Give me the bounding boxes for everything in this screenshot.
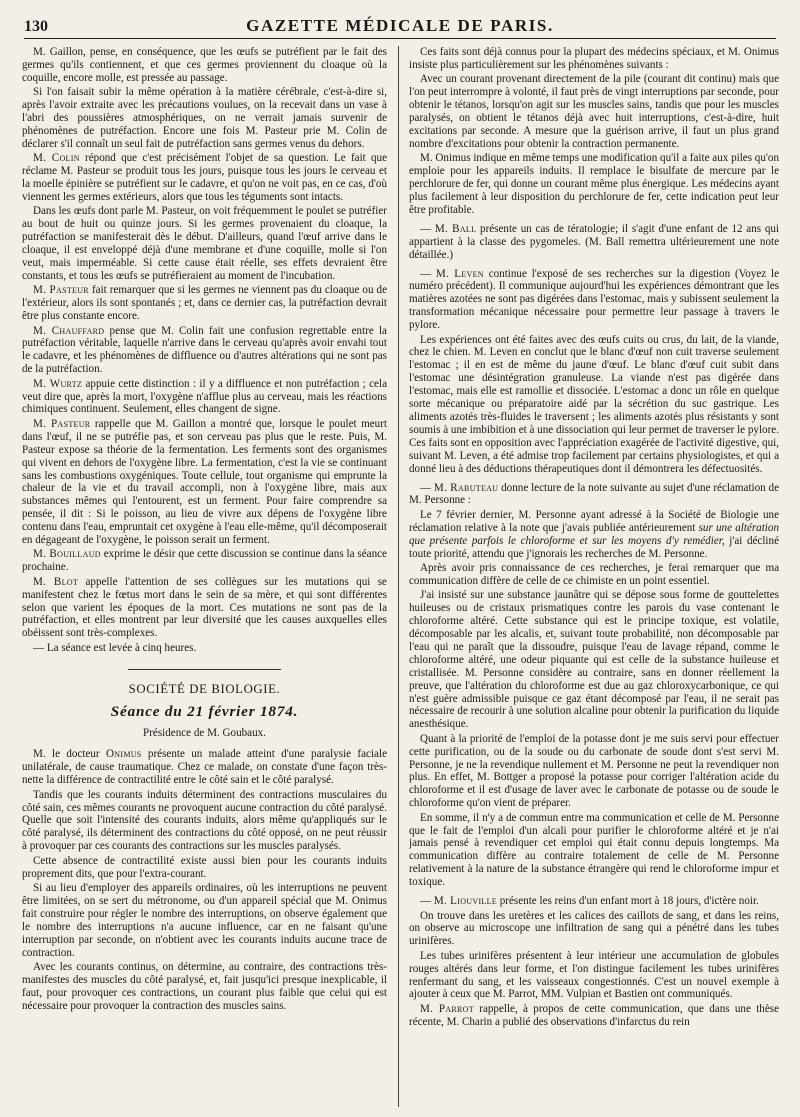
- paragraph: Quant à la priorité de l'emploi de la potasse dont je me suis servi pour effectuer cette purification, ou de la soude ou du carbonate de soude dont s'est servi M. Personne, je ne la revendique nullement et M. Personne ne peut la revendiquer non plus. En effet, M. Bottger a proposé la potasse pour corriger l'altération acide du chloroforme et il est d'usage de laver avec le carbonate de potasse ou de soude le chloroforme qu'on vient de préparer.: [409, 732, 779, 810]
- speaker-text: appuie cette distinction : il y a diffluence et non putréfaction ; cela veut dire que, après la mort, l'oxygène n'afflue plus au cerveau, mais les réactions chimiques continuent. Seulement, elles changent de signe.: [22, 377, 387, 416]
- paragraph: M. Onimus indique en même temps une modification qu'il a faite aux piles qu'on emploie pour les appareils induits. Il remplace le bisulfate de mercure par le perchlorure de fer, qui donne un courant même plus énergique. Les médecins ayant plus facilement à leur disposition du perchlorure de fer, cette indication peut leur être profitable.: [409, 152, 779, 216]
- closure-line: — La séance est levée à cinq heures.: [33, 641, 197, 654]
- paragraph: [22, 325, 387, 377]
- speaker-text: exprime le désir que cette discussion se continue dans la séance prochaine.: [22, 548, 387, 574]
- session-title: Séance du 21 février 1874.: [110, 702, 299, 720]
- paragraph: [409, 1003, 779, 1029]
- left-column: [22, 46, 387, 1109]
- text-run: Le 7 février dernier, M. Personne ayant adressé à la Société de Biologie une réclamation relative à la note que j'avais publiée antérieurement: [409, 508, 779, 534]
- speaker-name: M. Rabuteau: [433, 481, 499, 494]
- paragraph: Avec un courant provenant directement de la pile (courant dit continu) mais que l'on peut interrompre à volonté, il faut près de vingt interruptions par seconde, pour obtenir le tétanos, lorsqu'on agit sur les muscles sains, tandis que pour les muscles paralysés, on obtient le tétanos déjà avec huit interruptions, c'est-à-dire, huit excitations par seconde. A mesure que la guérison arrive, il faut un plus grand nombre d'excitations pour obtenir la contraction permanente.: [409, 73, 779, 150]
- page-number: 130: [24, 18, 48, 35]
- journal-title: GAZETTE MÉDICALE DE PARIS.: [246, 16, 554, 35]
- speaker-text: présente les reins d'un enfant mort à 18 jours, d'ictère noir.: [496, 895, 759, 908]
- society-title: SOCIÉTÉ DE BIOLOGIE.: [128, 681, 281, 696]
- speaker-name: M. Pasteur: [33, 284, 89, 297]
- paragraph: Ces faits sont déjà connus pour la plupart des médecins spéciaux, et M. Onimus insiste plus particulièrement sur les phénomènes suivants :: [409, 46, 779, 71]
- speaker-text: appelle l'attention de ses collègues sur les mutations qui se manifestent chez le fœtus mort dans le sein de sa mère, et qui sont différentes selon que varient les époques de la mort. Ces mutations ne sont pas de la putréfaction, et elles montrent par leur diversité que les causes auxquelles elles obéissent sont très-complexes.: [22, 575, 387, 640]
- italic-title: sur une altération que présente parfois le chloroforme et sur les moyens d'y remédier,: [409, 521, 779, 547]
- speaker-text: rappelle que M. Gaillon a montré que, lorsque le poulet meurt dans l'œuf, il ne se putréfie pas, et son cerveau pas plus que le reste. Puis, M. Pasteur expose sa théorie de la fermentation. Les ferments sont des organismes qui vivent en dehors de l'oxygène libre. La fermentation, c'est la vie se continuant sans les combustions oxygéniques. Toute cellule, tout organisme qui emprunte la chaleur de la vie et du travail accompli, non à l'oxygène libre, mais aux substances mêmes qui l'entourent, est un ferment. Pour faire comprendre sa pensée, il dit : Si le poisson, au lieu de vivre aux dépens de l'oxygène libre contenu dans l'eau, empruntait cet oxygène à l'eau elle-même, qu'il décomposerait en dégageant de l'oxygène, le poisson serait un ferment.: [22, 417, 387, 547]
- paragraph: [22, 576, 387, 641]
- speaker-name: M. Bouillaud: [33, 548, 101, 561]
- speaker-name: M. Leven: [435, 267, 484, 280]
- speaker-name: M. Parrot: [420, 1002, 474, 1015]
- paragraph: — M. Liouville présente les reins d'un enfant mort à 18 jours, d'ictère noir.: [420, 895, 759, 908]
- speaker-text: pense que M. Colin fait une confusion regrettable entre la putréfaction véritable, laquelle n'arrive dans le cerveau qu'après avoir envahi tout le cadavre, et les phénomènes de diffluence ou d'autres altérations qui ne sont pas de la putréfaction.: [22, 324, 387, 376]
- speaker-name: M. Pasteur: [33, 417, 91, 430]
- paragraph: En somme, il n'y a de commun entre ma communication et celle de M. Personne que le fait de l'emploi d'un alcali pour purifier le chloroforme altéré et je n'ai jamais pensé à revendiquer cet emploi qui était connu depuis longtemps. Ma communication diffère au contraire totalement de celle de M. Personne relativement à la nature de la substance étrangère qui rend le chloroforme impur et toxique.: [409, 811, 779, 889]
- paragraph: Dans les œufs dont parle M. Pasteur, on voit fréquemment le poulet se putréfier au bout de huit ou quinze jours. Si les germes provenaient du cloaque, la putréfaction se manifesterait dès le début. D'ailleurs, quand l'œuf arrive dans le cloaque, il est enveloppé déjà d'une membrane et d'une coquille, molle si l'on veut, mais imperméable. Si cette cause était réelle, ses effets devraient être constants, et tous les œufs se putréfieraient au moment de l'incubation.: [22, 205, 387, 282]
- speaker-name: M. Wurtz: [33, 377, 83, 390]
- speaker-name: M. Blot: [33, 575, 79, 588]
- page-header: [24, 12, 776, 39]
- paragraph: [22, 748, 387, 787]
- paragraph: [22, 418, 387, 547]
- speaker-name: M. Liouville: [433, 895, 497, 908]
- paragraph: Après avoir pris connaissance de ces recherches, je ferai remarquer que ma communication diffère de celle de ce chimiste en un point essentiel.: [409, 561, 779, 587]
- text-run: j'ai décliné toute priorité, attendu que j'ignorais les recherches de M. Personne.: [409, 534, 779, 560]
- speaker-prefix: M. le docteur: [33, 748, 106, 761]
- right-column: [409, 46, 779, 1109]
- paragraph: Les tubes urinifères présentent à leur intérieur une accumulation de globules rouges altérés dans leur forme, et l'on distingue facilement les tubes urinifères renfermant du sang, et les vaisseaux congestionnés. C'est un nouvel exemple à ajouter à ceux que M. Parrot, MM. Vulpian et Bastien ont communiqués.: [409, 949, 779, 1001]
- paragraph: On trouve dans les uretères et les calices des caillots de sang, et dans les reins, on observe au microscope une infiltration de sang qui a pénétré dans les tubes urinifères.: [409, 909, 779, 948]
- speaker-name: M. Colin: [33, 152, 80, 165]
- paragraph: — M. Rabuteau donne lecture de la note suivante au sujet d'une réclamation de M. Personne :: [409, 481, 779, 507]
- paragraph: M. Gaillon, pense, en conséquence, que les œufs se putréfient par le fait des germes qu'ils contiennent, et que ces germes proviennent du cloaque où la coquille, encore molle, est pressée au passage.: [22, 46, 387, 84]
- speaker-text: présente un cas de tératologie; il s'agit d'une enfant de 12 ans qui appartient à la classe des pygomeles. (M. Ball remettra ultérieurement une note détaillée.): [409, 222, 779, 261]
- paragraph: — M. Leven continue l'exposé de ses recherches sur la digestion (Voyez le numéro précédent). Il communique aujourd'hui les expériences démontrant que les matières azotées ne sont pas digérées dans l'estomac, mais y subissent seulement la transformation mécanique nécessaire pour permettre leur passage à travers le pylore.: [409, 267, 779, 332]
- speaker-text: rappelle, à propos de cette communication, que dans une thèse récente, M. Charin a publié des observations d'infarctus du rein: [409, 1002, 779, 1028]
- paragraph: Si l'on faisait subir la même opération à la matière cérébrale, c'est-à-dire si, après l'avoir extraite avec les précautions voulues, on la recevait dans un vase à l'abri des poussières atmosphériques, on ne verrait jamais survenir de phénomènes de putréfaction. Encore une fois M. Pasteur prie M. Colin de déclarer s'il connaît un seul fait de putréfaction sans germes venus du dehors.: [22, 86, 387, 150]
- speaker-text: donne lecture de la note suivante au sujet d'une réclamation de M. Personne :: [409, 481, 779, 507]
- speaker-text: continue l'exposé de ses recherches sur la digestion (Voyez le numéro précédent). Il communique aujourd'hui les expériences démontrant que les matières azotées ne sont pas digérées dans l'estomac, mais y subissent seulement la transformation mécanique nécessaire pour permettre leur passage à travers le pylore.: [409, 267, 779, 332]
- paragraph: J'ai insisté sur une substance jaunâtre qui se dépose sous forme de gouttelettes huileuses ou de cristaux prismatiques contre les parois du vase contenant le chloroforme altéré. Cette substance qui est le principe toxique, est volatile, décomposable par les alcalis, et, suivant toute probabilité, non décomposable par l'eau qui ne paraît que la dissoudre, puisque l'eau de lavage répand, comme le chloroforme altéré, une odeur piquante qui est celle de la substance huileuse et cristallisée. M. Personne considère au contraire, sans en donner réellement la preuve, que l'altération du chloroforme est due au gaz chloroxycarbonique, ce qui n'est guère admissible puisque ce gaz étant décomposé par l'eau, il ne serait pas nécessaire de recourir à une solution alcaline pour obtenir la purification du liquide anesthésique.: [409, 589, 779, 731]
- paragraph: [22, 284, 387, 323]
- speaker-name: M. Chauffard: [33, 324, 105, 337]
- paragraph: — M. Ball présente un cas de tératologie; il s'agit d'une enfant de 12 ans qui appartient à la classe des pygomeles. (M. Ball remettra ultérieurement une note détaillée.): [409, 222, 779, 261]
- paragraph: Tandis que les courants induits déterminent des contractions musculaires du côté sain, ces mêmes courants ne provoquent aucune contraction du côté paralysé. Quelle que soit l'intensité des courants induits, alors même qu'appliqués sur le côté paralysé, ils déterminent des contractions du côté opposé, on ne peut réussir à provoquer par ces courants des contractions sur les muscles paralysés.: [22, 788, 387, 853]
- paragraph: [409, 509, 779, 561]
- paragraph: [22, 152, 387, 204]
- column-divider: [398, 46, 399, 1107]
- presidence-line: Présidence de M. Goubaux.: [143, 726, 266, 739]
- paragraph: [22, 548, 387, 574]
- speaker-name: M. Ball: [434, 222, 477, 235]
- speaker-text: fait remarquer que si les germes ne viennent pas du cloaque ou de l'extérieur, alors ils sont spontanés ; et, dans ce dernier cas, la putréfaction devrait être plus constante encore.: [22, 284, 387, 323]
- paragraph: [22, 378, 387, 417]
- speaker-text: présente un malade atteint d'une paralysie faciale unilatérale, de cause traumatique. Chez ce malade, on constate d'une façon très-nette la différence de contractilité entre le côté sain et le côté paralysé.: [22, 748, 387, 787]
- speaker-name: Onimus: [105, 748, 142, 761]
- paragraph: Les expériences ont été faites avec des œufs cuits ou crus, du lait, de la viande, chez le chien. M. Leven en conclut que le blanc d'œuf non cuit traverse seulement l'estomac ; il en est de même du jaune d'œuf. Le blanc d'œuf cuit subit dans l'estomac une désintégration granuleuse. La viande n'est pas digérée dans l'estomac, mais elle est ramollie et dissociée. L'estomac a donc un rôle en quelque sorte mécanique ou préparatoire aidé par la sécrétion du suc gastrique. Les aliments azotés très-fluides le traversent ; les aliments azotés plus résistants y sont soumis à une imbibition et à une dissociation qui leur permet de traverser le pylore. Ces faits sont en opposition avec l'appréciation exagérée de l'activité digestive, qui, suivant M. Leven, a été admise trop facilement par certains physiologistes, et qui a donné lieu à des déductions thérapeutiques dont il démontrera les défectuosités.: [409, 333, 779, 475]
- paragraph: Si au lieu d'employer des appareils ordinaires, où les interruptions ne peuvent être limitées, on se sert du métronome, ou d'un appareil spécial que M. Onimus fait construire pour régler le nombre des interruptions, on observe également que le nombre des interruptions n'a aucune influence, car en ne faisant qu'une interruption par seconde, on n'obtient avec les courants induits aucune trace de contraction.: [22, 881, 387, 959]
- paragraph: Avec les courants continus, on détermine, au contraire, des contractions très-manifestes des muscles du côté paralysé, et, fait jusqu'ici presque inexplicable, il faut, pour provoquer ces contractions, un courant plus faible que celui qui est nécessaire pour provoquer la contraction des muscles sains.: [22, 960, 387, 1012]
- paragraph: Cette absence de contractilité existe aussi bien pour les courants induits proprement dits, que pour l'extra-courant.: [22, 854, 387, 880]
- speaker-text: répond que c'est précisément l'objet de sa question. Le fait que réclame M. Pasteur se produit tous les jours, puisque tous les jours le cerveau et la moelle épinière se putréfient sur le cadavre, et qu'on ne voit pas, en ce cas, d'où viennent les germes extérieurs, alors que tous les téguments sont intacts.: [22, 152, 387, 203]
